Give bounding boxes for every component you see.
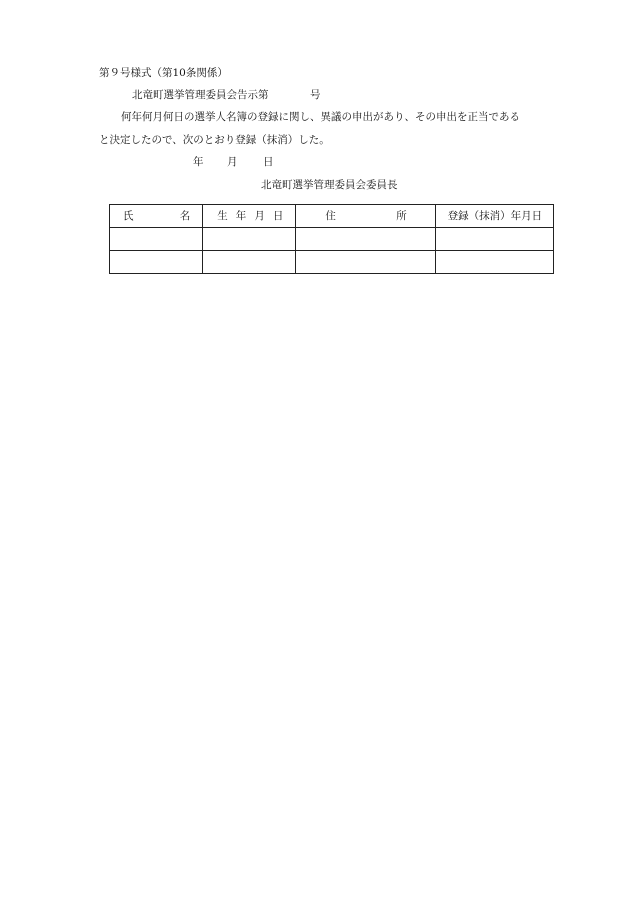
header-registration-date	[435, 205, 553, 228]
header-birthdate-part: 年	[235, 209, 247, 222]
header-address	[296, 205, 435, 228]
register-table	[109, 204, 554, 274]
header-name	[110, 205, 203, 228]
table-cell	[110, 251, 203, 274]
notice-number-label: 号	[310, 89, 321, 101]
table-cell	[296, 251, 435, 274]
committee-chair-signature: 北竜町選挙管理委員会委員長	[261, 179, 398, 191]
table-cell	[435, 251, 553, 274]
header-birthdate-part: 生	[217, 209, 228, 222]
header-birthdate-part: 日	[272, 209, 284, 222]
header-address-part: 住	[325, 209, 336, 222]
form-number: 第９号様式（第10条関係）	[99, 67, 228, 79]
header-registration-date-label: 登録（抹消）年月日	[447, 209, 543, 222]
date-line	[193, 156, 274, 199]
header-birthdate-part: 月	[254, 209, 265, 222]
table-row	[110, 251, 554, 274]
date-year-label: 年	[193, 156, 204, 168]
table-cell	[296, 228, 435, 251]
table-row	[110, 228, 554, 251]
table-cell	[435, 228, 553, 251]
header-name-part: 氏	[123, 209, 134, 222]
notice-body-line-1: 何年何月何日の選挙人名簿の登録に関し、異議の申出があり、その申出を正当である	[121, 111, 520, 123]
table-cell	[203, 251, 296, 274]
table-cell	[110, 228, 203, 251]
table-header-row	[110, 205, 554, 228]
notice-heading: 北竜町選挙管理委員会告示第	[132, 89, 269, 101]
date-month-label: 月	[227, 156, 238, 168]
notice-body-line-2: と決定したので、次のとおり登録（抹消）した。	[99, 134, 330, 146]
header-address-part: 所	[396, 209, 407, 222]
date-day-label: 日	[263, 156, 274, 168]
header-name-part: 名	[179, 209, 191, 222]
table-cell	[203, 228, 296, 251]
header-birthdate	[203, 205, 296, 228]
